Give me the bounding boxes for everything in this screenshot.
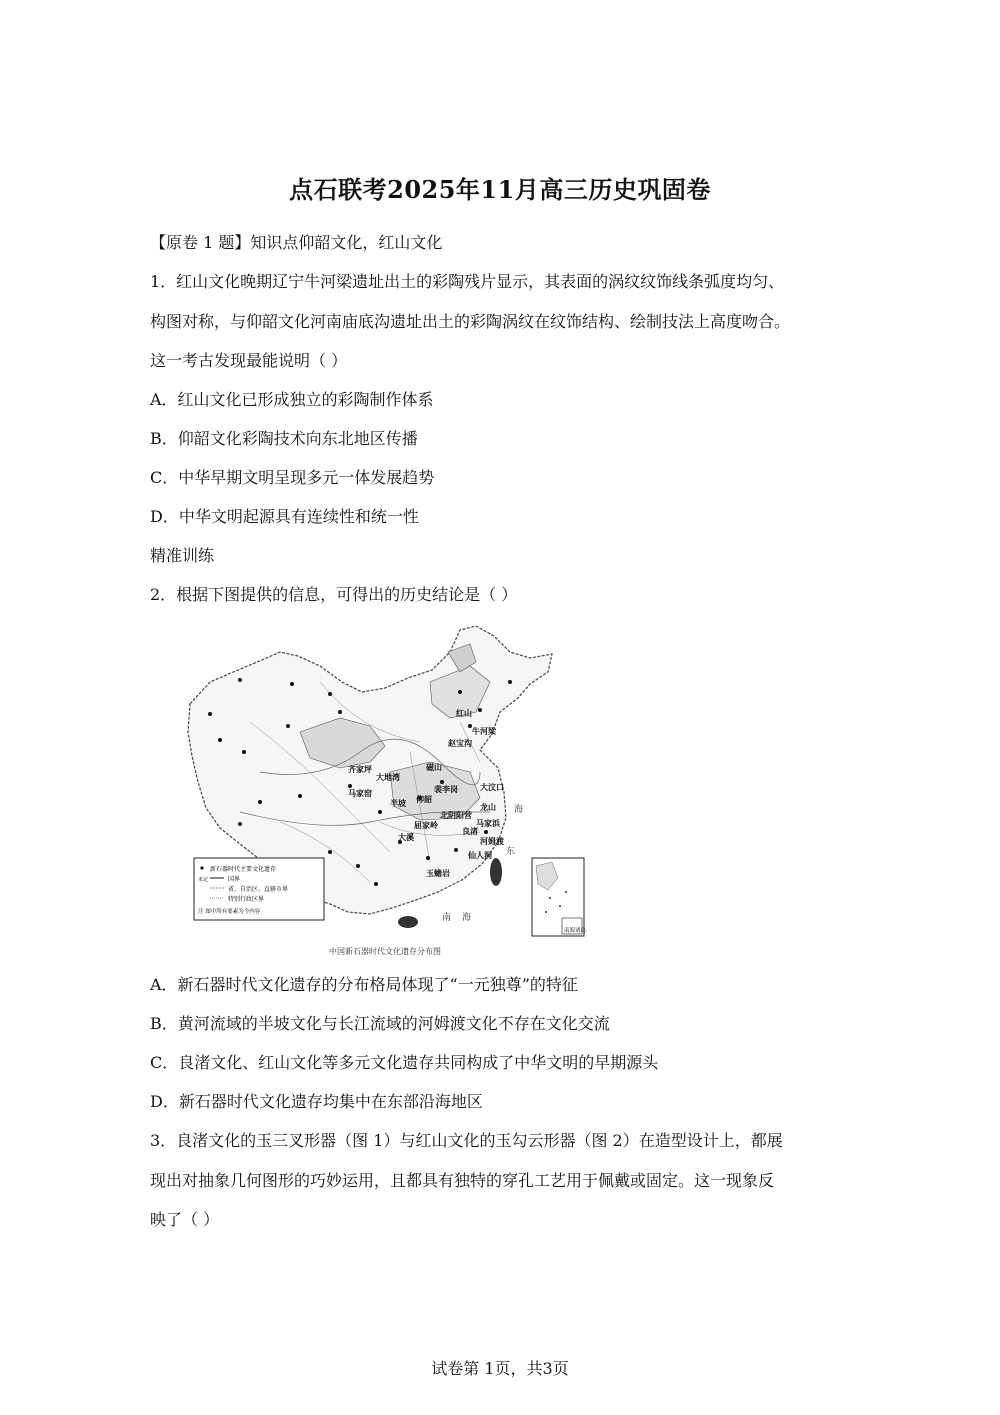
legend-item: 国界: [228, 876, 241, 883]
site-dot: [478, 708, 482, 712]
site-dot: [328, 850, 332, 854]
site-dot: [328, 692, 332, 696]
q2-option-c: C．良渚文化、红山文化等多元文化遗存共同构成了中华文明的早期源头: [150, 1053, 659, 1072]
map-site-label: 大溪: [398, 833, 414, 842]
q2-option-d: D．新石器时代文化遗存均集中在东部沿海地区: [150, 1092, 483, 1111]
site-dot: [208, 712, 212, 716]
map-site-label: 半坡: [390, 799, 406, 808]
sea-label: 海: [514, 805, 524, 815]
map-caption: 中国新石器时代文化遗存分布图: [329, 947, 441, 956]
map-site-label: 齐家坪: [348, 765, 372, 774]
q1-stem-line1: 1．红山文化晚期辽宁牛河梁遗址出土的彩陶残片显示，其表面的涡纹纹饰线条弧度均匀、: [150, 272, 785, 291]
q1-stem-line3: 这一考古发现最能说明（ ）: [150, 351, 348, 370]
map-site-label: 马家浜: [476, 819, 500, 828]
china-map-svg: [180, 622, 590, 944]
q1-option-a: A．红山文化已形成独立的彩陶制作体系: [150, 390, 434, 409]
q3-stem-line1: 3．良渚文化的玉三叉形器（图 1）与红山文化的玉勾云形器（图 2）在造型设计上，都展: [150, 1131, 783, 1150]
legend-item: 注 图中所有要素为今内容: [198, 909, 261, 915]
legend-item: 省、自治区、直辖市界: [228, 886, 289, 893]
site-dot: [356, 864, 360, 868]
sea-label: 南: [442, 913, 452, 923]
map-site-label: 良渚: [462, 827, 478, 836]
page-footer: 试卷第 1页，共3页: [431, 1359, 569, 1378]
site-dot: [286, 724, 290, 728]
site-dot: [374, 882, 378, 886]
site-dot: [440, 780, 444, 784]
taiwan-island: [490, 858, 502, 886]
site-dot: [458, 690, 462, 694]
map-site-label: 大地湾: [376, 773, 400, 782]
map-site-label: 赵宝沟: [448, 739, 472, 748]
map-site-label: 北阴阳营: [440, 811, 472, 820]
map-legend: [194, 858, 324, 920]
map-site-label: 河姆渡: [480, 837, 504, 846]
map-site-label: 红山: [456, 709, 472, 718]
q1-option-c: C．中华早期文明呈现多元一体发展趋势: [150, 468, 435, 487]
q1-option-d: D．中华文明起源具有连续性和统一性: [150, 507, 419, 526]
map-site-label: 马家窑: [348, 789, 372, 798]
map-site-label: 屈家岭: [414, 821, 438, 830]
map-site-label: 仰韶: [416, 795, 432, 804]
map-site-label: 磁山: [426, 763, 442, 772]
practice-label: 精准训练: [150, 546, 215, 565]
q2-stem: 2．根据下图提供的信息，可得出的历史结论是（ ）: [150, 585, 518, 604]
site-dot: [348, 784, 352, 788]
site-dot: [238, 678, 242, 682]
legend-item: 新石器时代主要文化遗存: [210, 866, 277, 873]
map-site-label: 牛河梁: [472, 727, 496, 736]
site-dot: [426, 856, 430, 860]
q2-option-b: B．黄河流域的半坡文化与长江流域的河姆渡文化不存在文化交流: [150, 1014, 610, 1033]
site-dot: [238, 822, 242, 826]
south-china-sea-inset: [532, 858, 587, 936]
legend-item: 特别行政区界: [228, 896, 265, 903]
site-dot: [218, 738, 222, 742]
map-site-label: 大汶口: [480, 783, 504, 792]
page-title: 点石联考2025年11月高三历史巩固卷: [289, 175, 711, 204]
legend-mark: 未定: [198, 877, 209, 883]
hainan-island: [398, 916, 418, 928]
q1-option-b: B．仰韶文化彩陶技术向东北地区传播: [150, 429, 418, 448]
site-dot: [242, 750, 246, 754]
map-site-label: 仙人洞: [468, 851, 492, 860]
site-dot: [258, 800, 262, 804]
map-site-label: 裴李岗: [434, 785, 458, 794]
sea-label: 海: [462, 913, 472, 923]
map-site-label: 玉蟾岩: [426, 869, 450, 878]
sea-label: 东: [506, 847, 516, 857]
site-dot: [378, 810, 382, 814]
map-site-label: 龙山: [480, 803, 496, 812]
q2-option-a: A．新石器时代文化遗存的分布格局体现了“一元独尊”的特征: [150, 975, 578, 994]
inset-label: 南海诸岛: [564, 928, 587, 934]
site-dot: [508, 680, 512, 684]
site-dot: [484, 830, 488, 834]
site-dot: [454, 848, 458, 852]
site-dot: [290, 682, 294, 686]
q3-stem-line3: 映了（ ）: [150, 1210, 220, 1229]
site-dot: [298, 794, 302, 798]
q3-stem-line2: 现出对抽象几何图形的巧妙运用，且都具有独特的穿孔工艺用于佩戴或固定。这一现象反: [150, 1171, 775, 1190]
q1-stem-line2: 构图对称，与仰韶文化河南庙底沟遗址出土的彩陶涡纹在纹饰结构、绘制技法上高度吻合。: [150, 312, 791, 331]
neolithic-sites-map: [180, 622, 590, 962]
site-dot: [338, 710, 342, 714]
section-tag: 【原卷 1 题】知识点仰韶文化，红山文化: [150, 233, 443, 252]
